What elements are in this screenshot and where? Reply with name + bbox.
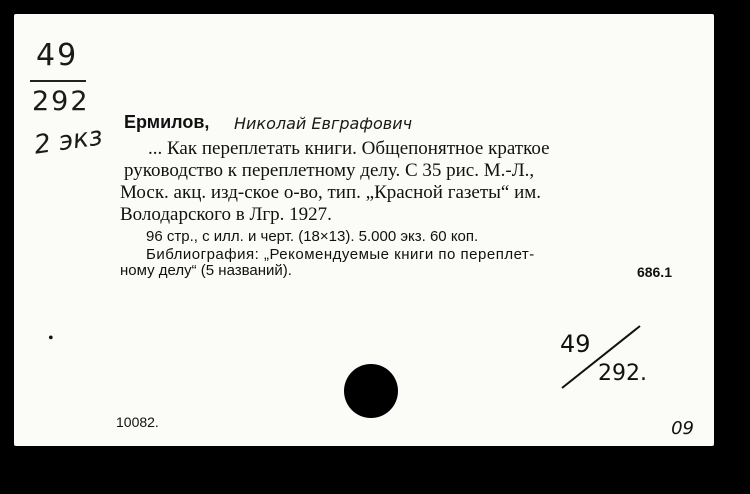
- author-surname: Ермилов,: [124, 112, 210, 132]
- stamp-number: [554, 318, 674, 402]
- bibliography-line-2: ному делу“ (5 названий).: [120, 262, 292, 279]
- bibliography-line-1: Библиография: „Рекомендуемые книги по переплет-: [146, 246, 535, 263]
- classification-number: 686.1: [636, 264, 672, 280]
- title-line-2: руководство к переплетному делу. С 35 рис. М.-Л.,: [124, 160, 535, 181]
- margin-dot: •: [48, 330, 54, 347]
- stamp-number-graphic: [554, 318, 674, 398]
- collation-line: 96 стр., с илл. и черт. (18×13). 5.000 экз. 60 коп.: [146, 228, 479, 245]
- handwritten-copies-note: 2 экз: [32, 121, 105, 161]
- library-stamp: [344, 364, 398, 418]
- call-number-divider: [30, 80, 86, 82]
- call-number-bottom: 292: [32, 86, 90, 117]
- author-handwritten-name: Николай Евграфович: [234, 114, 413, 133]
- catalog-card: [14, 14, 714, 446]
- title-line-4: Володарского в Лгр. 1927.: [120, 204, 332, 225]
- call-number-top: 49: [36, 38, 79, 73]
- title-line-3: Моск. акц. изд-ское о-во, тип. „Красной газеты“ им.: [120, 182, 542, 203]
- svg-text:49: 49: [560, 330, 591, 358]
- title-line-1: ... Как переплетать книги. Общепонятное краткое: [148, 138, 550, 159]
- inventory-number: 10082.: [116, 414, 159, 430]
- corner-mark: 09: [671, 418, 694, 439]
- svg-text:292.: 292.: [598, 361, 647, 386]
